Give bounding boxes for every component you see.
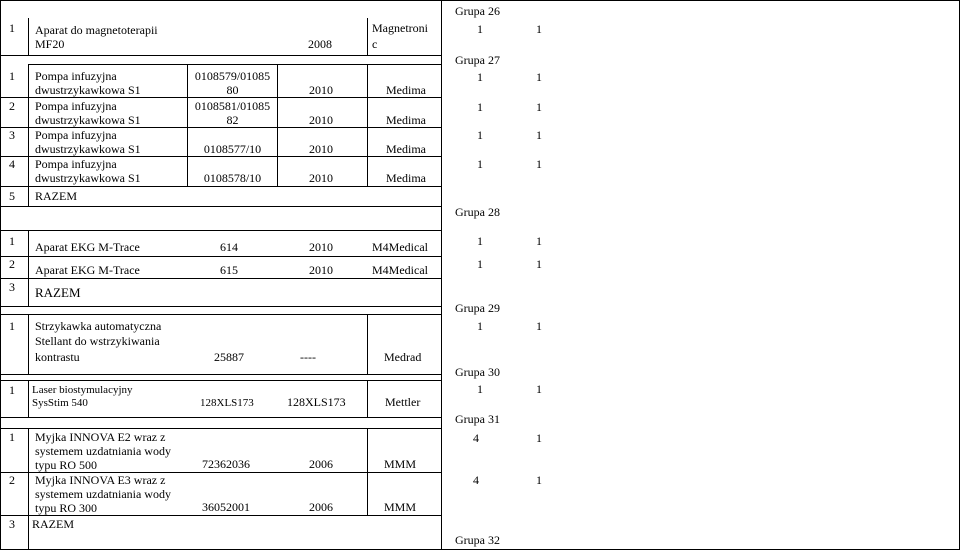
- col-divider: [28, 380, 29, 417]
- item-qty: 1: [477, 128, 483, 142]
- item-serial: 25887: [214, 350, 244, 364]
- row-number: 4: [9, 157, 15, 171]
- item-year: 2010: [309, 240, 333, 254]
- row-divider: [0, 515, 442, 516]
- item-serial: 36052001: [202, 500, 250, 514]
- item-name: typu RO 500: [35, 458, 98, 472]
- col-divider: [28, 230, 29, 306]
- item-maker: M4Medical: [372, 240, 428, 254]
- row-number: 2: [9, 473, 15, 487]
- item-qty: 1: [477, 22, 483, 36]
- group-column-divider: [441, 0, 442, 550]
- item-maker: Magnetroni: [372, 21, 428, 35]
- item-year: 2006: [309, 457, 333, 471]
- row-divider: [0, 230, 442, 231]
- row-number: 3: [9, 128, 15, 142]
- item-qty: 1: [536, 100, 542, 114]
- total-label: RAZEM: [32, 517, 74, 531]
- item-qty: 4: [473, 473, 479, 487]
- item-name: Strzykawka automatyczna: [35, 319, 162, 333]
- item-name: Pompa infuzyjna: [35, 157, 117, 171]
- col-divider: [28, 428, 29, 549]
- item-serial: 615: [220, 263, 238, 277]
- total-label: RAZEM: [35, 285, 81, 300]
- item-qty: 1: [536, 257, 542, 271]
- item-name: SysStim 540: [32, 397, 88, 409]
- row-number: 2: [9, 257, 15, 271]
- item-maker: Medrad: [384, 350, 422, 364]
- item-year: 2010: [309, 171, 333, 185]
- item-serial: 0108578/10: [203, 171, 262, 185]
- col-divider: [28, 64, 29, 206]
- row-divider: [0, 55, 442, 56]
- col-divider: [367, 18, 368, 55]
- item-maker: Medima: [386, 113, 426, 127]
- row-divider: [0, 306, 442, 307]
- item-serial: 128XLS173: [200, 397, 254, 409]
- item-qty: 1: [477, 100, 483, 114]
- item-name: systemem uzdatniania wody: [35, 487, 171, 501]
- group-label: Grupa 31: [455, 412, 500, 426]
- row-number: 1: [9, 383, 15, 397]
- row-number: 2: [9, 99, 15, 113]
- item-qty: 1: [477, 257, 483, 271]
- item-name: typu RO 300: [35, 501, 98, 515]
- item-name: Pompa infuzyjna: [35, 128, 117, 142]
- item-qty: 4: [473, 431, 479, 445]
- group-label: Grupa 30: [455, 365, 500, 379]
- item-maker: Medima: [386, 171, 426, 185]
- col-divider: [367, 64, 368, 187]
- row-divider: [0, 374, 442, 375]
- col-divider: [367, 428, 368, 516]
- item-name: Pompa infuzyjna: [35, 99, 117, 113]
- group-label: Grupa 27: [455, 53, 500, 67]
- col-divider: [367, 314, 368, 374]
- total-label: RAZEM: [35, 189, 77, 203]
- col-divider: [28, 314, 29, 374]
- item-name: dwustrzykawkowa S1: [35, 171, 141, 185]
- item-name: systemem uzdatniania wody: [35, 444, 171, 458]
- item-name: dwustrzykawkowa S1: [35, 113, 141, 127]
- row-number: 3: [9, 517, 15, 531]
- item-name: dwustrzykawkowa S1: [35, 142, 141, 156]
- item-serial: 82: [226, 113, 239, 127]
- item-qty: 1: [536, 319, 542, 333]
- group-label: Grupa 32: [455, 533, 500, 547]
- item-name: kontrastu: [35, 350, 80, 364]
- item-qty: 1: [477, 234, 483, 248]
- item-name: Aparat do magnetoterapii: [35, 23, 158, 37]
- row-divider: [0, 428, 442, 429]
- row-divider: [0, 380, 442, 381]
- group-label: Grupa 28: [455, 205, 500, 219]
- row-number: 1: [9, 69, 15, 83]
- row-divider: [0, 278, 442, 279]
- item-qty: 1: [536, 382, 542, 396]
- item-name: Aparat EKG M-Trace: [35, 240, 140, 254]
- col-divider: [367, 380, 368, 417]
- item-year: 128XLS173: [287, 395, 346, 409]
- item-serial: 72362036: [202, 457, 250, 471]
- item-qty: 1: [477, 157, 483, 171]
- item-qty: 1: [536, 128, 542, 142]
- group-label: Grupa 29: [455, 301, 500, 315]
- item-maker: Mettler: [385, 395, 421, 409]
- item-name: Stellant do wstrzykiwania: [35, 334, 160, 348]
- item-name: Aparat EKG M-Trace: [35, 263, 140, 277]
- item-maker: Medima: [386, 142, 426, 156]
- item-year: 2006: [309, 500, 333, 514]
- item-qty: 1: [477, 70, 483, 84]
- table-border-top: [0, 0, 960, 1]
- row-number: 3: [9, 280, 15, 294]
- item-qty: 1: [536, 431, 542, 445]
- row-divider: [0, 256, 442, 257]
- item-serial: 0108577/10: [203, 142, 262, 156]
- item-name: Myjka INNOVA E3 wraz z: [35, 473, 166, 487]
- item-year: ----: [300, 350, 316, 364]
- item-year: 2010: [309, 142, 333, 156]
- row-divider: [0, 97, 442, 98]
- row-divider: [0, 417, 442, 418]
- item-qty: 1: [477, 382, 483, 396]
- item-year: 2008: [308, 37, 332, 51]
- row-number: 1: [9, 319, 15, 333]
- item-name: MF20: [35, 37, 65, 51]
- row-divider: [28, 64, 442, 65]
- item-qty: 1: [536, 70, 542, 84]
- row-number: 5: [9, 189, 15, 203]
- item-year: 2010: [309, 83, 333, 97]
- item-year: 2010: [309, 263, 333, 277]
- item-year: 2010: [309, 113, 333, 127]
- col-divider: [28, 18, 29, 55]
- item-serial: 0108579/01085: [194, 69, 271, 83]
- item-qty: 1: [536, 22, 542, 36]
- row-number: 1: [9, 234, 15, 248]
- row-divider: [0, 314, 442, 315]
- col-divider: [277, 64, 278, 187]
- item-maker: Medima: [386, 83, 426, 97]
- item-name: Myjka INNOVA E2 wraz z: [35, 430, 166, 444]
- item-name: dwustrzykawkowa S1: [35, 83, 141, 97]
- item-serial: 80: [226, 83, 239, 97]
- item-serial: 614: [220, 240, 238, 254]
- item-name: Pompa infuzyjna: [35, 69, 117, 83]
- item-maker: M4Medical: [372, 263, 428, 277]
- item-qty: 1: [536, 157, 542, 171]
- row-divider: [0, 206, 442, 207]
- item-maker: MMM: [384, 457, 417, 471]
- item-maker: MMM: [384, 500, 417, 514]
- item-maker: c: [372, 37, 378, 51]
- item-qty: 1: [536, 473, 542, 487]
- row-number: 1: [9, 430, 15, 444]
- row-divider: [0, 186, 442, 187]
- item-qty: 1: [536, 234, 542, 248]
- row-number: 1: [9, 21, 15, 35]
- item-name: Laser biostymulacyjny: [32, 384, 133, 396]
- table-border-left: [0, 0, 1, 550]
- group-label: Grupa 26: [455, 4, 500, 18]
- item-serial: 0108581/01085: [194, 99, 271, 113]
- item-qty: 1: [477, 319, 483, 333]
